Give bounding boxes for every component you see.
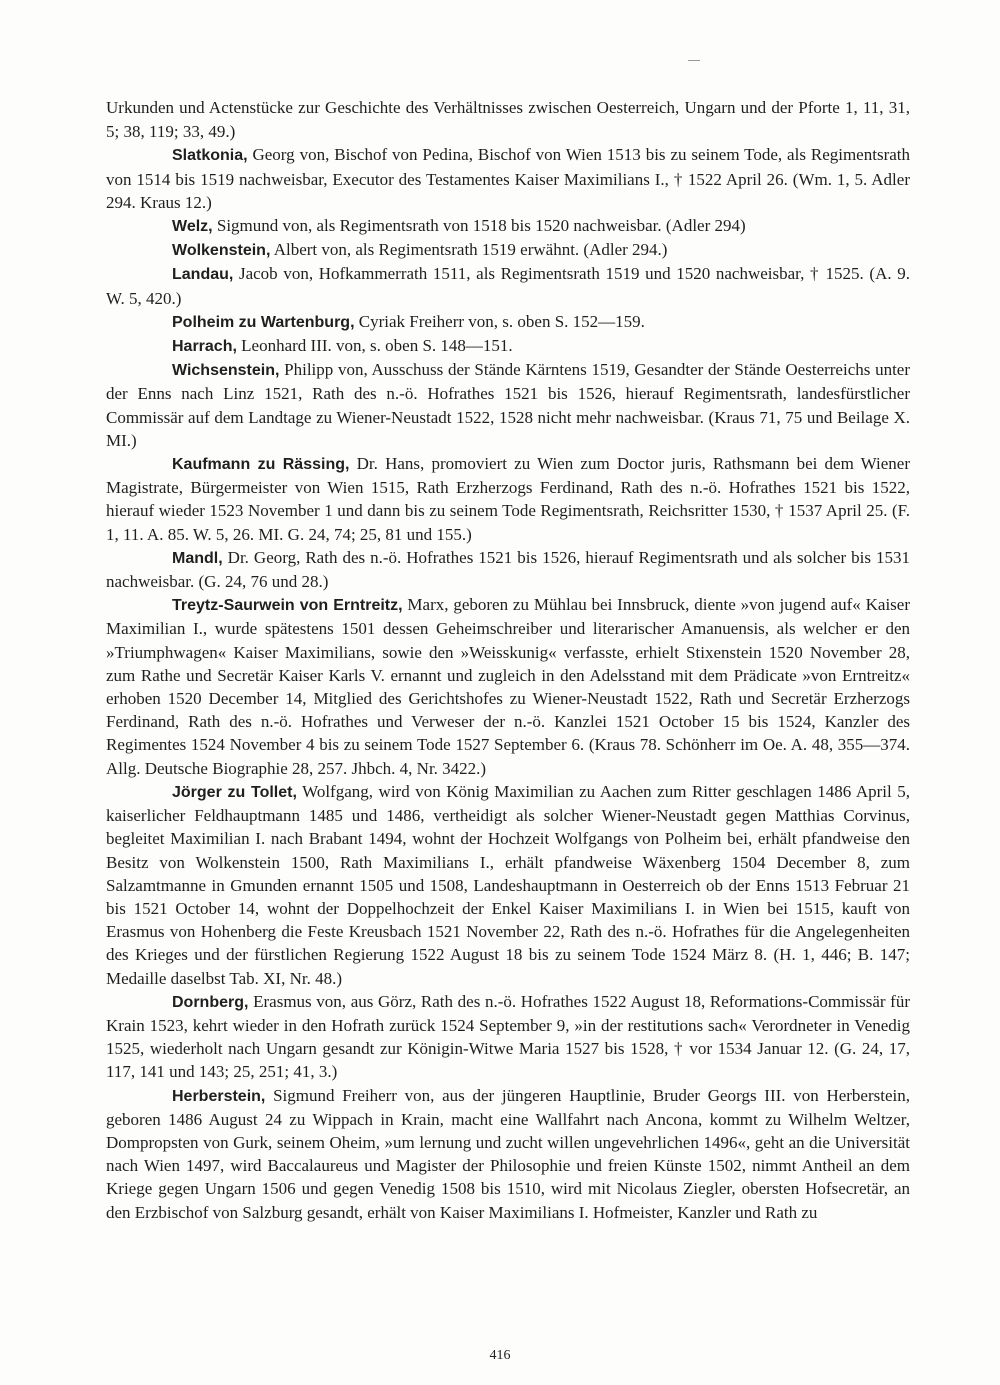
entry-text: Marx, geboren zu Mühlau bei Innsbruck, diente »von jugend auf« Kaiser Maximilian I., wurde spätestens 1501 dessen Geheimschreiber und literarischer Amanuensis, als welcher er den »Triumphwagen« Kaiser Maximilians, sowie den »Weisskunig« verfasste, erhielt Stixenstein 1520 November 28, zum Rathe und Secretär Kaiser Karls V. ernannt und zugleich in den Adelsstand mit dem Prädicate »von Erntreitz« erhoben 1520 December 14, Mitglied des Gerichtshofes zu Wiener-Neustadt 1522, Rath und Secretär Erzherzogs Ferdinand, Rath des n.-ö. Hofrathes und Verweser der n.-ö. Kanzlei 1521 October 15 bis 1524, Kanzler des Regimentes 1524 November 4 bis zu seinem Tode 1527 September 6. (Kraus 78. Schönherr im Oe. A. 48, 355—374. Allg. Deutsche Biographie 28, 257. Jhbch. 4, Nr. 3422.): [106, 595, 910, 778]
entry-name: Harrach,: [172, 338, 237, 356]
entry-text: Erasmus von, aus Görz, Rath des n.-ö. Hofrathes 1522 August 18, Reformations-Commissär für Krain 1523, kehrt wieder in den Hofrath zurück 1524 September 9, »in der restitutions sach« Verordneter in Venedig 1525, wiederholt nach Ungarn gesandt zur Königin-Witwe Maria 1527 bis 1528, † vor 1534 Januar 12. (G. 24, 17, 117, 141 und 143; 25, 251; 41, 3.): [106, 991, 910, 1082]
entry-7: [106, 358, 910, 452]
entry-text: Dr. Hans, promoviert zu Wien zum Doctor juris, Rathsmann bei dem Wiener Magistrate, Bürgermeister von Wien 1515, Rath Erzherzogs Ferdinand, Rath des n.-ö. Hofrathes 1521 bis 1522, hierauf wieder 1523 November 1 und dann bis zu seinem Tode Regimentsrath, Reichsritter 1530, † 1537 April 25. (F. 1, 11. A. 85. W. 5, 26. MI. G. 24, 74; 25, 81 und 155.): [106, 454, 911, 544]
entry-2: [106, 214, 910, 238]
entry-name: Herberstein,: [172, 1087, 266, 1105]
entry-text: Jacob von, Hofkammerrath 1511, als Regimentsrath 1519 und 1520 nachweisbar, † 1525. (A. 9. W. 5, 420.): [106, 264, 910, 308]
entry-name: Wolkenstein,: [172, 242, 271, 260]
entry-11: [106, 780, 910, 990]
entry-text: Dr. Georg, Rath des n.-ö. Hofrathes 1521 bis 1526, hierauf Regimentsrath und als solcher bis 1531 nachweisbar. (G. 24, 76 und 28.): [106, 547, 910, 592]
entry-4: [106, 262, 910, 309]
entry-text: Philipp von, Ausschuss der Stände Kärntens 1519, Gesandter der Stände Oesterreichs unter der Enns nach Linz 1521, Rath des n.-ö. Hofrathes 1521 bis 1526, hierauf Regimentsrath, landesfürstlicher Commissär auf dem Landtage zu Wiener-Neustadt 1522, 1528 nicht mehr nachweisbar. (Kraus 71, 75 und Beilage X. MI.): [106, 360, 910, 450]
entry-text: Albert von, als Regimentsrath 1519 erwähnt. (Adler 294.): [270, 240, 668, 260]
entry-text: Cyriak Freiherr von, s. oben S. 152—159.: [354, 311, 645, 331]
entry-name: Kaufmann zu Rässing,: [172, 456, 350, 474]
page-number: 416: [489, 1348, 511, 1363]
entry-name: Wichsenstein,: [172, 362, 280, 380]
entry-9: [106, 546, 910, 593]
entry-text: Sigmund von, als Regimentsrath von 1518 bis 1520 nachweisbar. (Adler 294): [212, 216, 746, 236]
entry-12: [106, 990, 910, 1084]
entry-5: [106, 310, 910, 334]
entry-8: [106, 452, 910, 546]
entry-name: Jörger zu Tollet,: [172, 783, 297, 801]
entry-name: Polheim zu Wartenburg,: [172, 313, 355, 331]
entry-name: Slatkonia,: [172, 147, 248, 165]
scan-mark: [688, 60, 700, 61]
entry-13: [106, 1084, 910, 1224]
body-text: [106, 96, 910, 1224]
entry-6: [106, 334, 910, 358]
entry-name: Dornberg,: [172, 993, 249, 1011]
entry-text: Leonhard III. von, s. oben S. 148—151.: [236, 336, 513, 356]
entry-text: Sigmund Freiherr von, aus der jüngeren Hauptlinie, Bruder Georgs III. von Herberstein, geboren 1486 August 24 zu Wippach in Krain, macht eine Wallfahrt nach Ancona, kommt zu Wilhelm Weltzer, Dompropsten von Gurk, seinem Oheim, »um lernung und zucht willen ungevehrlichen 1496«, geht an die Universität nach Wien 1497, wird Baccalaureus und Magister der Philosophie und freien Künste 1502, nimmt Antheil an dem Kriege gegen Ungarn 1506 und gegen Venedig 1508 bis 1510, wird mit Nicolaus Ziegler, obersten Hofsecretär, an den Erzbischof von Salzburg gesandt, erhält von Kaiser Maximilians I. Hofmeister, Kanzler und Rath zu: [106, 1085, 910, 1222]
entry-name: Landau,: [172, 266, 234, 284]
entry-text: Georg von, Bischof von Pedina, Bischof von Wien 1513 bis zu seinem Tode, als Regimentsrath von 1514 bis 1519 nachweisbar, Executor des Testamentes Kaiser Maximilians I., † 1522 April 26. (Wm. 1, 5. Adler 294. Kraus 12.): [106, 145, 910, 212]
entry-3: [106, 238, 910, 262]
entry-0: [106, 96, 910, 143]
entry-10: [106, 593, 910, 780]
entry-1: [106, 143, 910, 214]
entry-name: Treytz-Saurwein von Erntreitz,: [172, 597, 403, 615]
entry-name: Mandl,: [172, 549, 223, 567]
entry-text: Wolfgang, wird von König Maximilian zu Aachen zum Ritter geschlagen 1486 April 5, kaiserlicher Feldhauptmann 1485 und 1486, vertheidigt als solcher Wiener-Neustadt gegen Matthias Corvinus, begleitet Maximilian I. nach Brabant 1494, wohnt der Hochzeit Wolfgangs von Polheim bei, erhält pfandweise den Besitz von Wolkenstein 1500, Rath Maximilians I., erhält pfandweise Wäxenberg 1504 December 8, zum Salzamtmanne in Gmunden ernannt 1505 und 1508, Landeshauptmann in Oesterreich ob der Enns 1513 Februar 21 bis 1521 October 14, wohnt der Doppelhochzeit der Enkel Kaiser Maximilians I. in Wien bei 1515, kauft von Erasmus von Hohenberg die Feste Kreusbach 1521 November 22, Rath des n.-ö. Hofrathes für die Angelegenheiten des Krieges und der fürstlichen Regierung 1522 August 18 bis zu seinem Tode 1524 März 8. (H. 1, 446; B. 147; Medaille daselbst Tab. XI, Nr. 48.): [106, 781, 910, 988]
entry-text: Urkunden und Actenstücke zur Geschichte des Verhältnisses zwischen Oesterreich, Ungarn und der Pforte 1, 11, 31, 5; 38, 119; 33, 49.): [106, 98, 910, 142]
entry-name: Welz,: [172, 218, 213, 236]
